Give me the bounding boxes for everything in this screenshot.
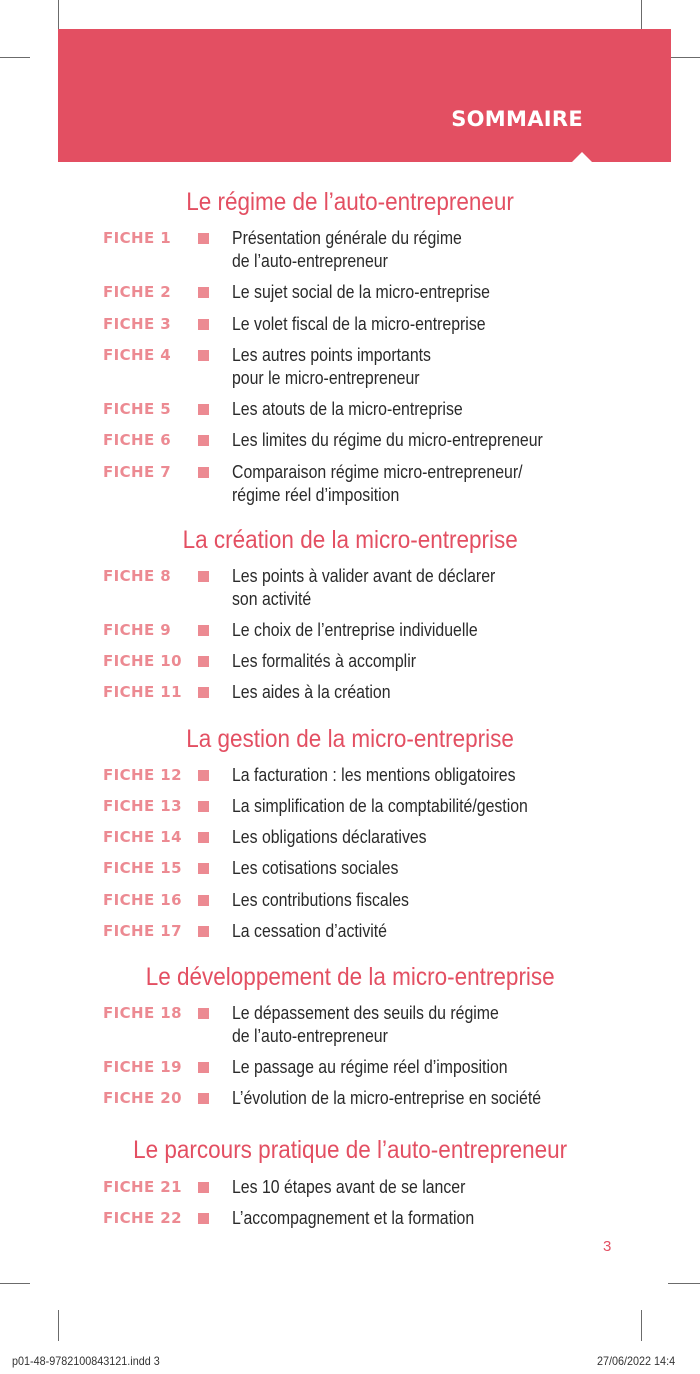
- section-title: La création de la micro-entreprise: [182, 526, 518, 554]
- entry-title: [232, 1087, 541, 1110]
- square-bullet-icon: [198, 1008, 209, 1019]
- entry-title-line1: Les cotisations sociales: [232, 858, 399, 878]
- section-heading: [0, 188, 700, 217]
- square-bullet-icon: [198, 404, 209, 415]
- footer-file: p01-48-9782100843121.indd 3: [12, 1354, 160, 1368]
- entry-title-line1: L’accompagnement et la formation: [232, 1208, 475, 1228]
- entry-title-line1: Les aides à la création: [232, 682, 391, 702]
- square-bullet-icon: [198, 801, 209, 812]
- entry-title: [232, 565, 495, 611]
- square-bullet-icon: [198, 350, 209, 361]
- entry-title-line2: de l’auto-entrepreneur: [232, 251, 388, 271]
- entry-title: [232, 619, 478, 642]
- entry-title: [232, 795, 528, 818]
- entry-title-line1: La facturation : les mentions obligatoires: [232, 765, 516, 785]
- entry-title: [232, 1207, 474, 1230]
- page-title: SOMMAIRE: [451, 107, 583, 131]
- entry-title: [232, 1002, 499, 1048]
- entry-title: [232, 281, 490, 304]
- section-title: Le parcours pratique de l’auto-entrepreneur: [132, 1136, 568, 1164]
- entry-title: [232, 461, 523, 507]
- entry-title: [232, 1056, 508, 1079]
- entry-title: [232, 429, 543, 452]
- crop-mark: [58, 0, 59, 30]
- square-bullet-icon: [198, 1213, 209, 1224]
- square-bullet-icon: [198, 625, 209, 636]
- fiche-label: FICHE 15: [103, 859, 182, 877]
- square-bullet-icon: [198, 319, 209, 330]
- entry-title-line1: Les atouts de la micro-entreprise: [232, 399, 463, 419]
- fiche-label: FICHE 11: [103, 683, 182, 701]
- entry-title-line1: Les autres points importants: [232, 345, 431, 365]
- entry-title: [232, 344, 431, 390]
- fiche-label: FICHE 18: [103, 1004, 182, 1022]
- section-heading: [0, 526, 700, 555]
- square-bullet-icon: [198, 863, 209, 874]
- entry-title-line2: son activité: [232, 589, 312, 609]
- fiche-label: FICHE 2: [103, 283, 172, 301]
- entry-title-line1: Les obligations déclaratives: [232, 827, 427, 847]
- entry-title: [232, 681, 391, 704]
- entry-title-line1: Le sujet social de la micro-entreprise: [232, 282, 490, 302]
- crop-mark: [0, 57, 30, 58]
- crop-mark: [641, 0, 642, 30]
- fiche-label: FICHE 8: [103, 567, 172, 585]
- entry-title-line2: pour le micro-entrepreneur: [232, 368, 420, 388]
- entry-title-line1: Les limites du régime du micro-entrepreneur: [232, 430, 543, 450]
- banner-notch: [572, 152, 592, 162]
- section-title: La gestion de la micro-entreprise: [186, 725, 514, 753]
- page-number: 3: [603, 1238, 612, 1255]
- entry-title: [232, 1176, 465, 1199]
- fiche-label: FICHE 6: [103, 431, 172, 449]
- fiche-label: FICHE 21: [103, 1178, 182, 1196]
- entry-title-line1: Le dépassement des seuils du régime: [232, 1003, 499, 1023]
- entry-title-line1: Le passage au régime réel d’imposition: [232, 1057, 508, 1077]
- entry-title: [232, 764, 516, 787]
- section-heading: [0, 725, 700, 754]
- square-bullet-icon: [198, 233, 209, 244]
- entry-title-line1: Comparaison régime micro-entrepreneur/: [232, 462, 523, 482]
- fiche-label: FICHE 17: [103, 922, 182, 940]
- square-bullet-icon: [198, 1093, 209, 1104]
- section-heading: [0, 1136, 700, 1165]
- square-bullet-icon: [198, 287, 209, 298]
- fiche-label: FICHE 16: [103, 891, 182, 909]
- entry-title-line1: Les 10 étapes avant de se lancer: [232, 1177, 466, 1197]
- entry-title-line1: Le volet fiscal de la micro-entreprise: [232, 314, 486, 334]
- entry-title: [232, 857, 398, 880]
- crop-mark: [668, 57, 700, 58]
- fiche-label: FICHE 19: [103, 1058, 182, 1076]
- entry-title: [232, 889, 409, 912]
- fiche-label: FICHE 1: [103, 229, 172, 247]
- entry-title-line2: de l’auto-entrepreneur: [232, 1026, 388, 1046]
- square-bullet-icon: [198, 1062, 209, 1073]
- square-bullet-icon: [198, 1182, 209, 1193]
- square-bullet-icon: [198, 656, 209, 667]
- entry-title: [232, 920, 387, 943]
- square-bullet-icon: [198, 895, 209, 906]
- entry-title-line2: régime réel d’imposition: [232, 485, 400, 505]
- square-bullet-icon: [198, 926, 209, 937]
- square-bullet-icon: [198, 770, 209, 781]
- entry-title-line1: Les points à valider avant de déclarer: [232, 566, 496, 586]
- fiche-label: FICHE 14: [103, 828, 182, 846]
- square-bullet-icon: [198, 571, 209, 582]
- entry-title-line1: La simplification de la comptabilité/gestion: [232, 796, 528, 816]
- crop-mark: [58, 1310, 59, 1341]
- square-bullet-icon: [198, 687, 209, 698]
- fiche-label: FICHE 20: [103, 1089, 182, 1107]
- entry-title: [232, 826, 427, 849]
- fiche-label: FICHE 5: [103, 400, 172, 418]
- crop-mark: [668, 1283, 700, 1284]
- fiche-label: FICHE 10: [103, 652, 182, 670]
- entry-title: [232, 227, 462, 273]
- entry-title-line1: La cessation d’activité: [232, 921, 387, 941]
- crop-mark: [641, 1310, 642, 1341]
- fiche-label: FICHE 3: [103, 315, 172, 333]
- entry-title-line1: Les formalités à accomplir: [232, 651, 416, 671]
- section-title: Le développement de la micro-entreprise: [145, 963, 555, 991]
- footer-datetime: 27/06/2022 14:4: [597, 1354, 676, 1368]
- fiche-label: FICHE 13: [103, 797, 182, 815]
- entry-title-line1: Les contributions fiscales: [232, 890, 409, 910]
- header-banner: [58, 29, 671, 162]
- square-bullet-icon: [198, 467, 209, 478]
- crop-mark: [0, 1283, 30, 1284]
- entry-title-line1: L’évolution de la micro-entreprise en société: [232, 1088, 542, 1108]
- fiche-label: FICHE 12: [103, 766, 182, 784]
- entry-title-line1: Présentation générale du régime: [232, 228, 462, 248]
- square-bullet-icon: [198, 832, 209, 843]
- fiche-label: FICHE 9: [103, 621, 172, 639]
- square-bullet-icon: [198, 435, 209, 446]
- entry-title-line1: Le choix de l’entreprise individuelle: [232, 620, 478, 640]
- section-heading: [0, 963, 700, 992]
- fiche-label: FICHE 22: [103, 1209, 182, 1227]
- fiche-label: FICHE 4: [103, 346, 172, 364]
- entry-title: [232, 650, 416, 673]
- section-title: Le régime de l’auto-entrepreneur: [186, 188, 514, 216]
- entry-title: [232, 313, 486, 336]
- entry-title: [232, 398, 463, 421]
- fiche-label: FICHE 7: [103, 463, 172, 481]
